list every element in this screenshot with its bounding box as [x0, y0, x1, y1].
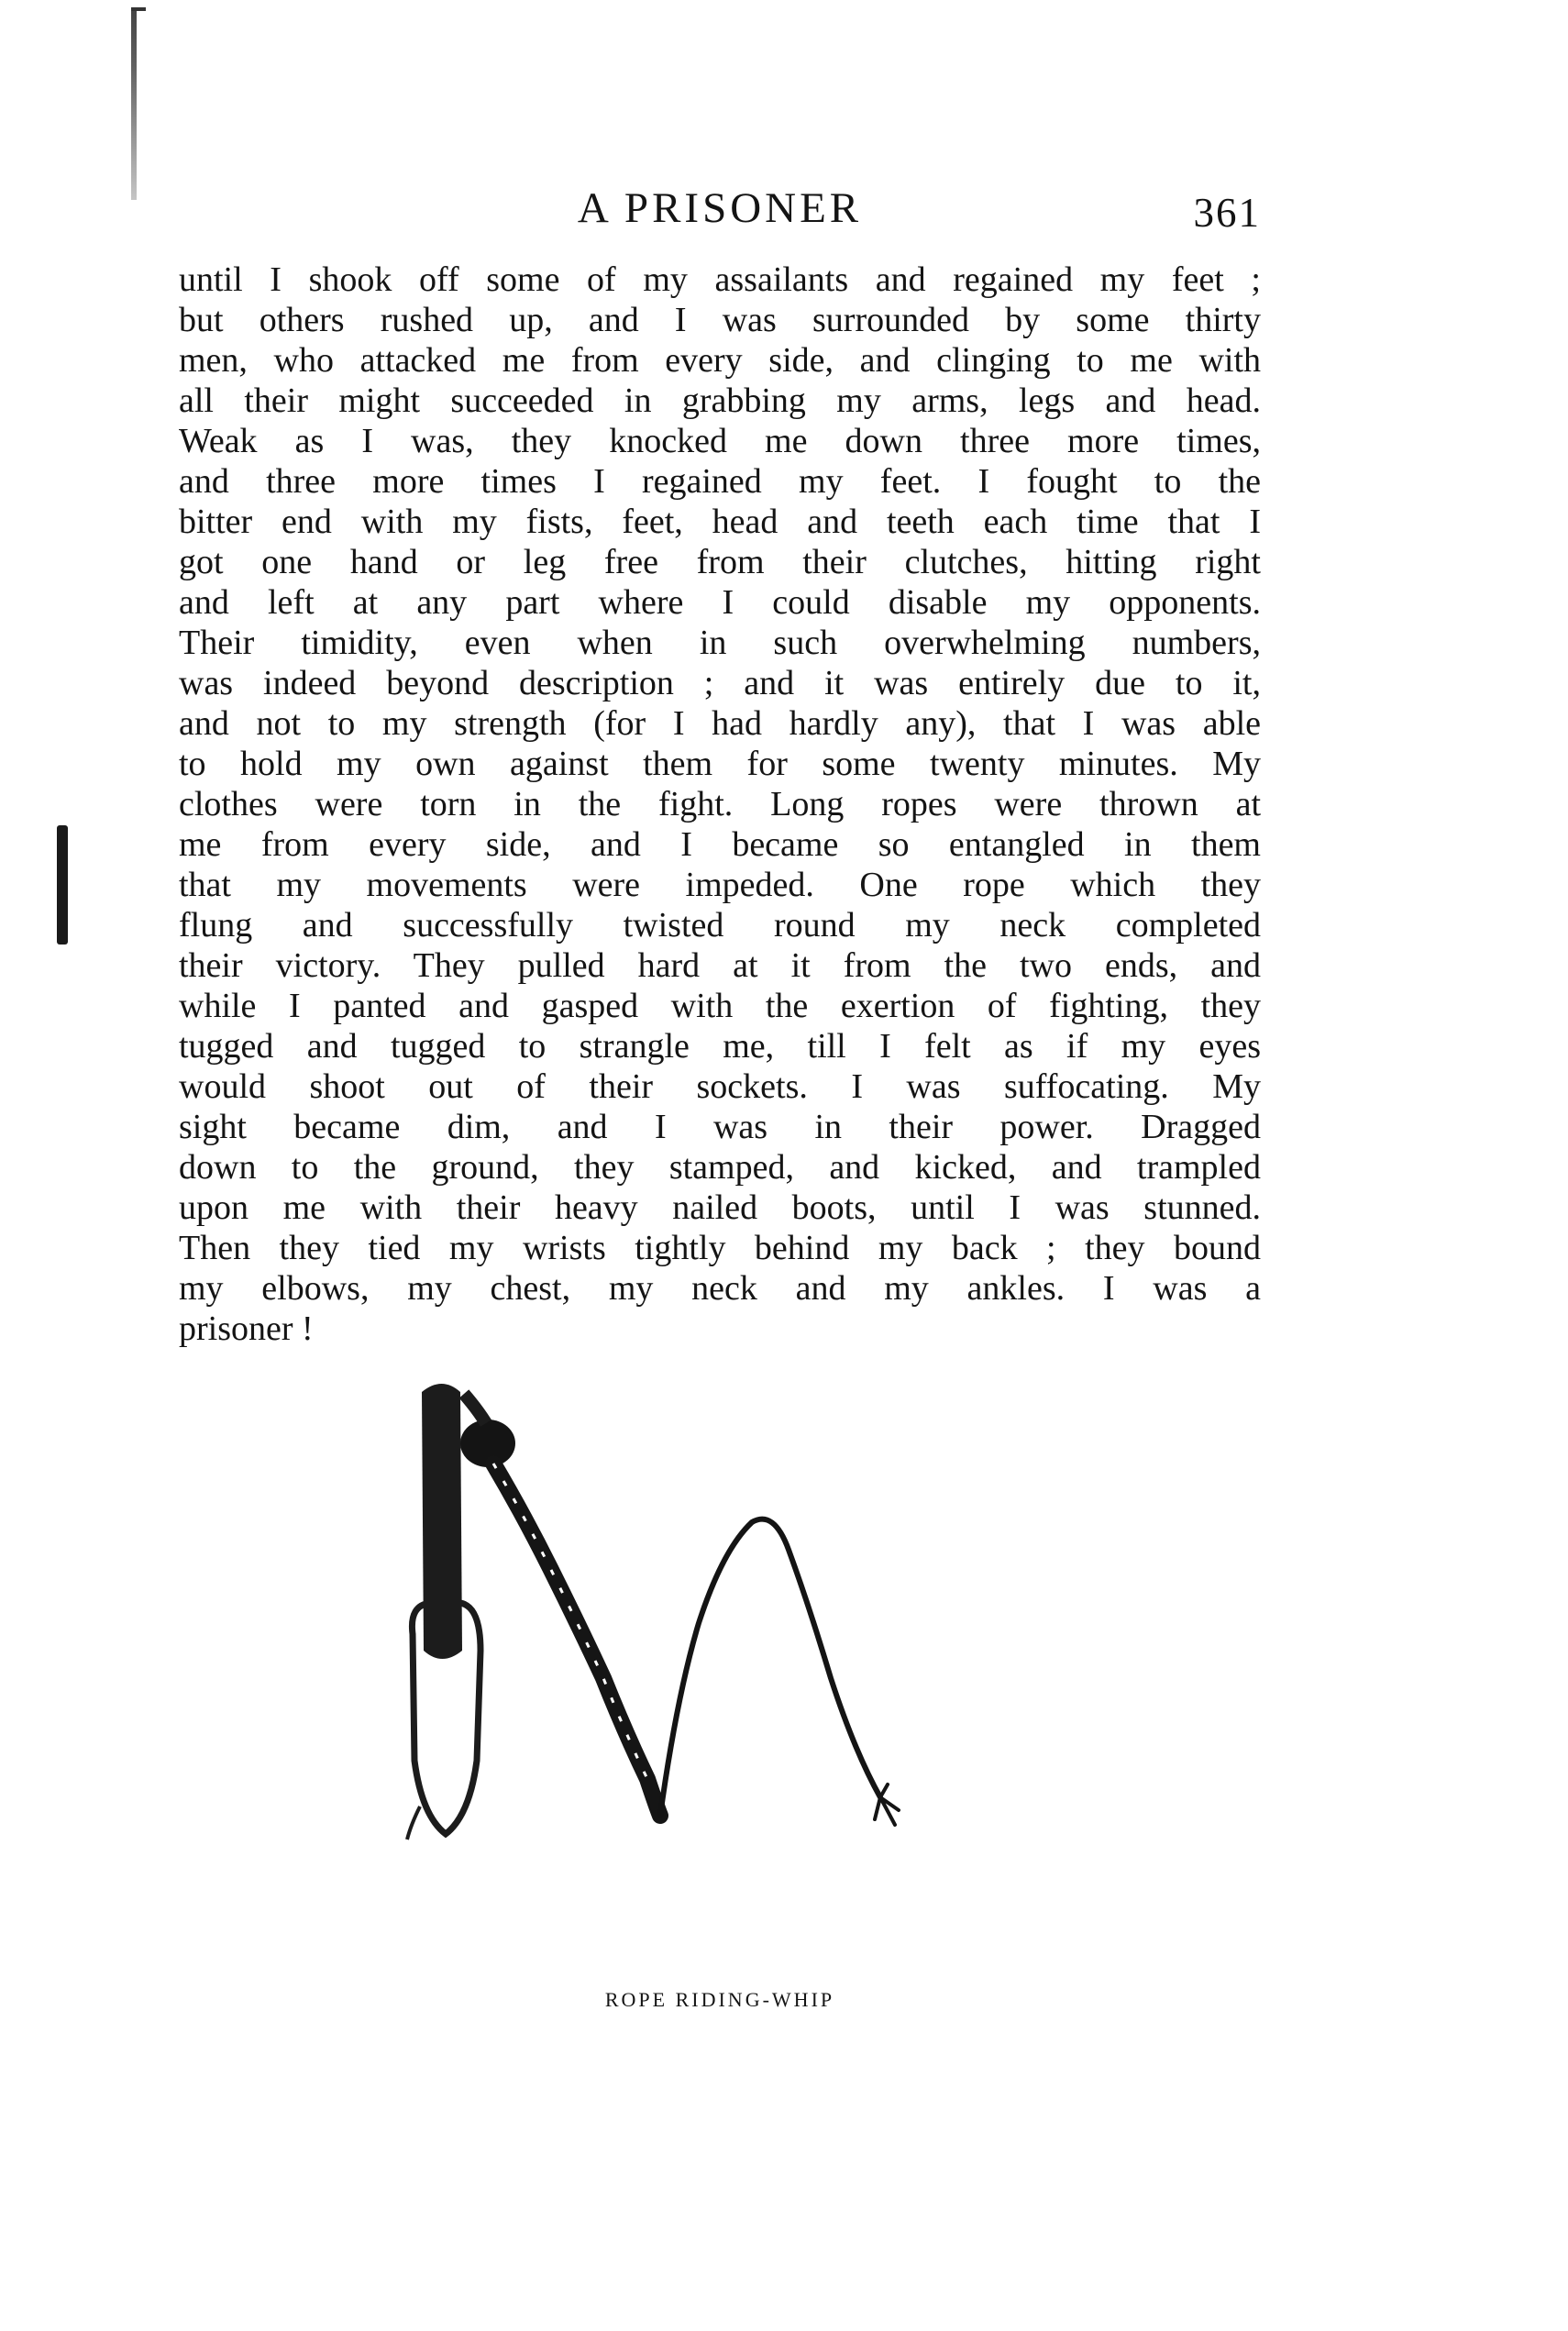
page-title: A PRISONER: [577, 184, 863, 232]
text-line: would shoot out of their sockets. I was suffocating. My: [179, 1067, 1261, 1106]
text-line: bitter end with my fists, feet, head and teeth each time that I: [179, 503, 1261, 541]
text-line: and not to my strength (for I had hardly any), that I was able: [179, 704, 1261, 743]
whip-lash: [660, 1519, 880, 1816]
text-line: but others rushed up, and I was surrounded by some thirty: [179, 301, 1261, 339]
text-line: men, who attacked me from every side, and clinging to me with: [179, 341, 1261, 380]
whip-braid: [493, 1464, 660, 1816]
text-line: until I shook off some of my assailants and regained my feet ;: [179, 260, 1261, 299]
text-line: that my movements were impeded. One rope which they: [179, 866, 1261, 904]
rope-riding-whip-icon: [385, 1375, 1082, 1944]
text-line: was indeed beyond description ; and it was entirely due to it,: [179, 664, 1261, 702]
rope-riding-whip-figure: [385, 1375, 1082, 1944]
page-edge-mark: [131, 7, 137, 200]
text-line: Then they tied my wrists tightly behind my back ; they bound: [179, 1229, 1261, 1267]
page-number: 361: [1193, 190, 1261, 236]
whip-handle: [422, 1384, 462, 1659]
text-line: upon me with their heavy nailed boots, until I was stunned.: [179, 1188, 1261, 1227]
body-text: [179, 260, 1261, 1349]
text-line: to hold my own against them for some twenty minutes. My: [179, 745, 1261, 783]
text-line: while I panted and gasped with the exertion of fighting, they: [179, 987, 1261, 1025]
text-line: and three more times I regained my feet. I fought to the: [179, 462, 1261, 501]
text-line: sight became dim, and I was in their power. Dragged: [179, 1108, 1261, 1146]
text-line: Their timidity, even when in such overwhelming numbers,: [179, 624, 1261, 662]
text-line: down to the ground, they stamped, and kicked, and trampled: [179, 1148, 1261, 1187]
figure-caption: ROPE RIDING-WHIP: [604, 1988, 835, 2011]
text-line: and left at any part where I could disable my opponents.: [179, 583, 1261, 622]
text-line: Weak as I was, they knocked me down three more times,: [179, 422, 1261, 460]
text-line: my elbows, my chest, my neck and my ankles. I was a: [179, 1269, 1261, 1308]
text-line: flung and successfully twisted round my neck completed: [179, 906, 1261, 945]
text-line: prisoner !: [179, 1309, 314, 1348]
text-line: clothes were torn in the fight. Long ropes were thrown at: [179, 785, 1261, 823]
text-line: tugged and tugged to strangle me, till I felt as if my eyes: [179, 1027, 1261, 1066]
margin-ink-smudge: [57, 825, 68, 945]
whip-binding: [464, 1394, 486, 1423]
text-line: all their might succeeded in grabbing my arms, legs and head.: [179, 381, 1261, 420]
page-edge-tick: [131, 7, 146, 11]
text-line: me from every side, and I became so entangled in them: [179, 825, 1261, 864]
text-line: their victory. They pulled hard at it from the two ends, and: [179, 946, 1261, 985]
running-head: [179, 180, 1261, 244]
text-line: got one hand or leg free from their clutches, hitting right: [179, 543, 1261, 581]
whip-loop-tail: [407, 1806, 420, 1839]
